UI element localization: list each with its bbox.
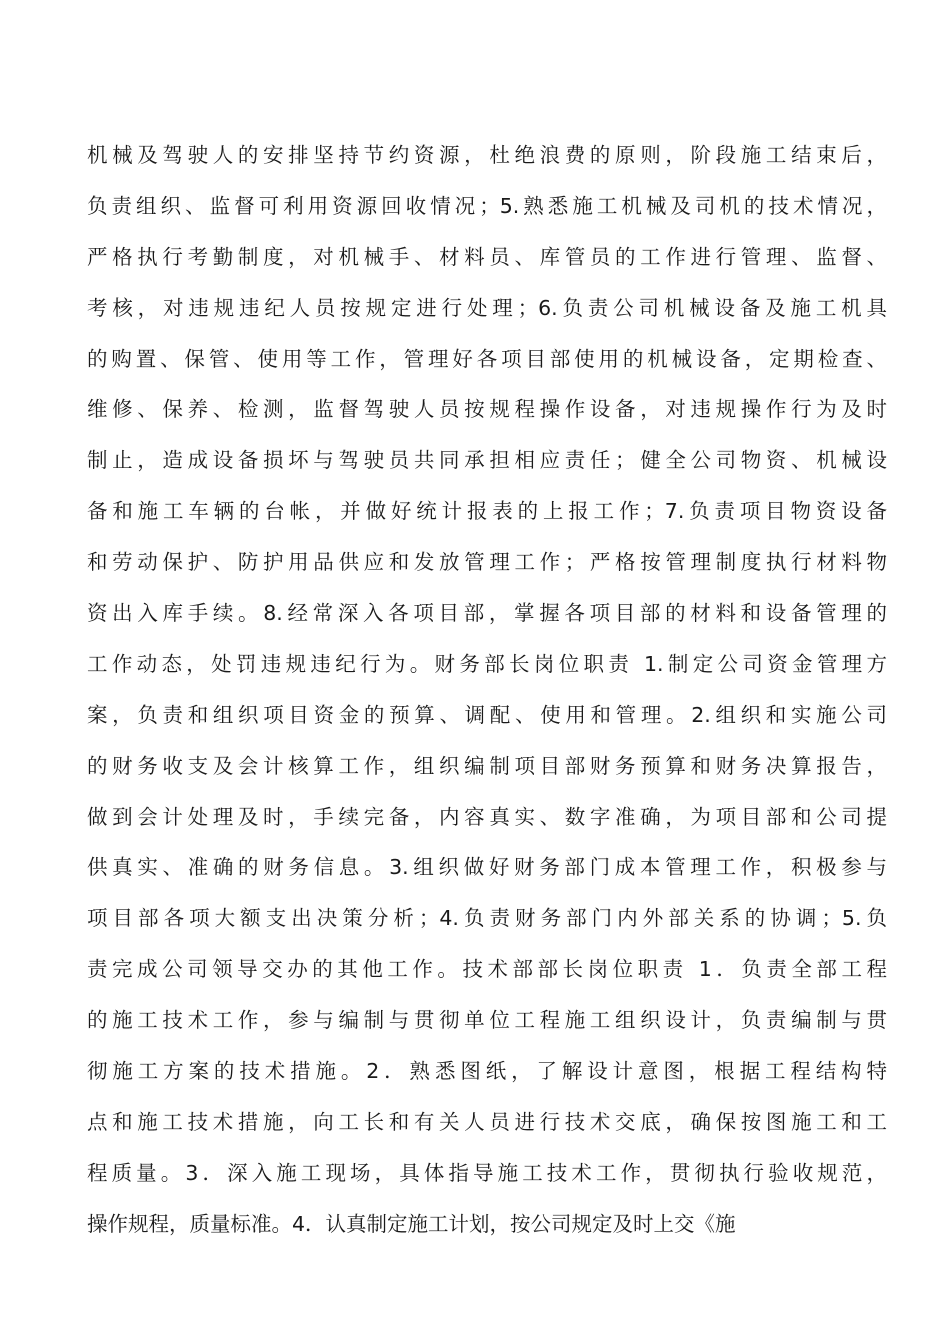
text-line: 案，负责和组织项目资金的预算、调配、使用和管理。2.组织和实施公司 xyxy=(87,702,887,727)
text-line: 的施工技术工作，参与编制与贯彻单位工程施工组织设计，负责编制与贯 xyxy=(87,1008,887,1033)
text-line: 责完成公司领导交办的其他工作。技术部部长岗位职责 1．负责全部工程 xyxy=(87,957,887,982)
text-line: 负责组织、监督可利用资源回收情况；5.熟悉施工机械及司机的技术情况， xyxy=(87,193,887,218)
text-line: 点和施工技术措施，向工长和有关人员进行技术交底，确保按图施工和工 xyxy=(87,1109,887,1134)
text-line: 工作动态，处罚违规违纪行为。财务部长岗位职责 1.制定公司资金管理方 xyxy=(87,651,887,676)
text-line: 做到会计处理及时，手续完备，内容真实、数字准确，为项目部和公司提 xyxy=(87,804,887,829)
text-line: 维修、保养、检测，监督驾驶人员按规程操作设备，对违规操作行为及时 xyxy=(87,397,887,422)
text-line: 和劳动保护、防护用品供应和发放管理工作；严格按管理制度执行材料物 xyxy=(87,550,887,575)
text-line: 项目部各项大额支出决策分析；4.负责财务部门内外部关系的协调；5.负 xyxy=(87,906,887,931)
text-line: 资出入库手续。8.经常深入各项目部，掌握各项目部的材料和设备管理的 xyxy=(87,601,887,626)
text-line: 操作规程，质量标准。4．认真制定施工计划，按公司规定及时上交《施 xyxy=(87,1211,736,1236)
body-paragraph xyxy=(87,130,887,1250)
text-line: 彻施工方案的技术措施。2．熟悉图纸，了解设计意图，根据工程结构特 xyxy=(87,1059,887,1084)
text-line: 制止，造成设备损坏与驾驶员共同承担相应责任；健全公司物资、机械设 xyxy=(87,448,887,473)
text-line: 机械及驾驶人的安排坚持节约资源，杜绝浪费的原则，阶段施工结束后， xyxy=(87,143,887,167)
text-line: 程质量。3．深入施工现场，具体指导施工技术工作，贯彻执行验收规范， xyxy=(87,1160,887,1185)
text-line: 备和施工车辆的台帐，并做好统计报表的上报工作；7.负责项目物资设备 xyxy=(87,499,887,524)
text-line: 的购置、保管、使用等工作，管理好各项目部使用的机械设备，定期检查、 xyxy=(87,346,887,371)
text-line: 考核，对违规违纪人员按规定进行处理；6.负责公司机械设备及施工机具 xyxy=(87,295,887,320)
text-line: 供真实、准确的财务信息。3.组织做好财务部门成本管理工作，积极参与 xyxy=(87,855,887,880)
text-line: 的财务收支及会计核算工作，组织编制项目部财务预算和财务决算报告， xyxy=(87,753,887,778)
text-line: 严格执行考勤制度，对机械手、材料员、库管员的工作进行管理、监督、 xyxy=(87,244,887,269)
